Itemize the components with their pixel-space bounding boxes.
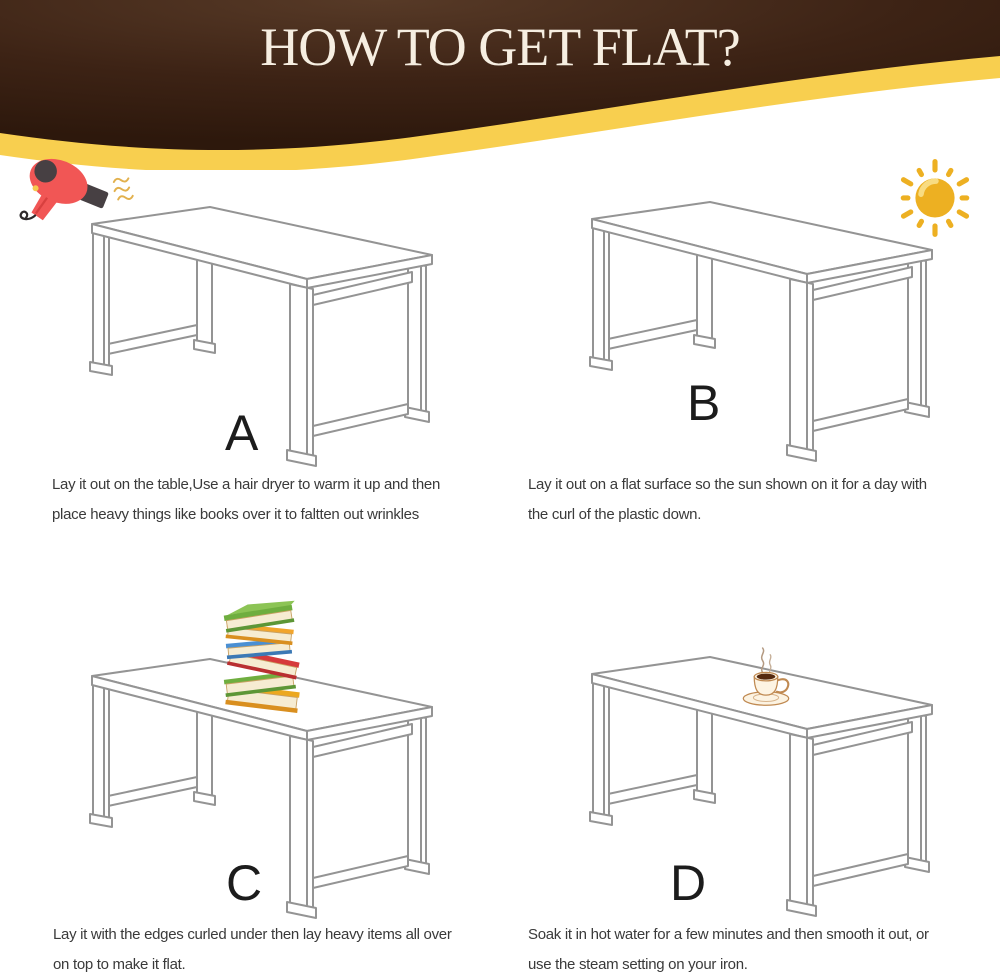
caption-d [528,920,929,974]
coffee-cup-icon [732,643,800,717]
caption-a [52,470,440,530]
method-label-b: B [687,375,721,431]
caption-b [528,470,927,530]
caption-c-line2: on top to make it flat. [53,956,186,973]
caption-b-line1: Lay it out on a flat surface so the sun shown on it for a day with [528,476,927,493]
table-illustration-a [85,198,447,470]
method-label-d: D [670,855,707,911]
books-stack-icon [219,599,305,717]
caption-d-line2: use the steam setting on your iron. [528,956,748,973]
caption-c-line1: Lay it with the edges curled under then lay heavy items all over [53,926,452,943]
caption-a-line1: Lay it out on the table,Use a hair dryer to warm it up and then [52,476,440,493]
sun-icon [893,155,977,239]
caption-c [53,920,452,974]
heat-waves-icon [112,176,133,202]
method-label-a: A [225,405,259,461]
caption-d-line1: Soak it in hot water for a few minutes and then smooth it out, or [528,926,929,943]
caption-b-line2: the curl of the plastic down. [528,506,702,523]
caption-a-line2: place heavy things like books over it to faltten out wrinkles [52,506,419,523]
hair-dryer-icon [14,154,138,232]
page-title: HOW TO GET FLAT? [260,17,740,77]
method-label-c: C [226,855,263,911]
